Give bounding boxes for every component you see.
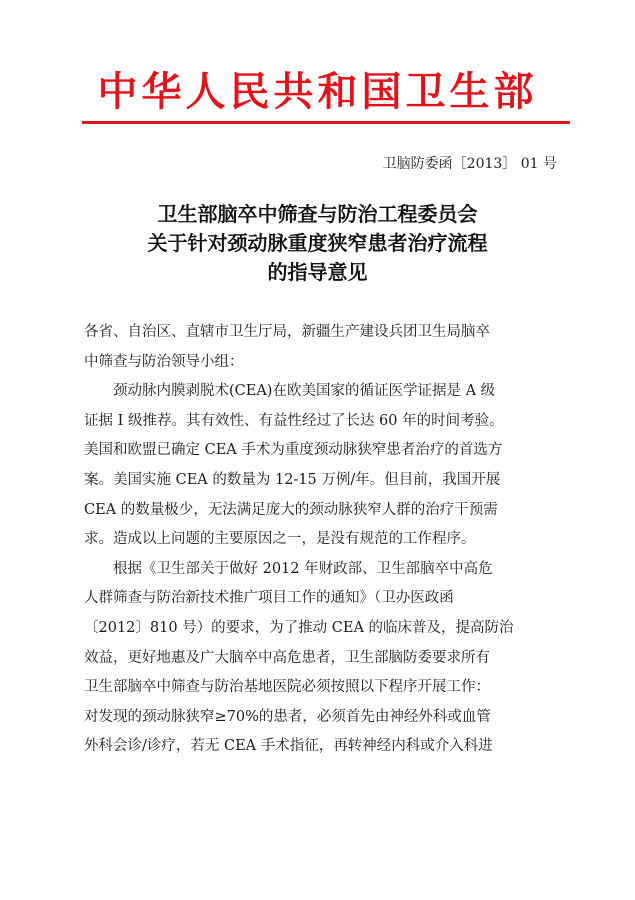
body-line-1: 各省、自治区、直辖市卫生厅局，新疆生产建设兵团卫生局脑卒 — [84, 324, 490, 340]
body-line-14: 对发现的颈动脉狭窄≥70%的患者，必须首先由神经外科或血管 — [84, 708, 491, 725]
title-line-3: 的指导意见 — [267, 260, 368, 284]
title-line-2: 关于针对颈动脉重度狭窄患者治疗流程 — [147, 231, 488, 255]
body-line-5: 美国和欧盟已确定 CEA 手术为重度颈动脉狭窄患者治疗的首选方 — [84, 442, 503, 459]
body-line-11: 〔2012〕810 号）的要求，为了推动 CEA 的临床普及，提高防治 — [84, 619, 514, 636]
document-title — [0, 200, 635, 287]
body-line-6: 案。美国实施 CEA 的数量为 12-15 万例/年。但目前，我国开展 — [84, 471, 501, 488]
body-line-3: 颈动脉内膜剥脱术(CEA)在欧美国家的循证医学证据是 A 级 — [113, 383, 496, 400]
body-line-15: 外科会诊/诊疗，若无 CEA 手术指征，再转神经内科或介入科进 — [84, 738, 493, 755]
body-line-12: 效益，更好地惠及广大脑卒中高危患者，卫生部脑防委要求所有 — [84, 649, 490, 666]
body-line-8: 求。造成以上问题的主要原因之一，是没有规范的工作程序。 — [84, 531, 476, 548]
body-line-13: 卫生部脑卒中筛查与防治基地医院必须按照以下程序开展工作： — [84, 679, 490, 696]
masthead-title: 中华人民共和国卫生部 — [97, 69, 538, 115]
body-line-9: 根据《卫生部关于做好 2012 年财政部、卫生部脑卒中高危 — [113, 560, 493, 577]
document-body — [84, 318, 562, 762]
body-line-10: 人群筛查与防治新技术推广项目工作的通知》（卫办医政函 — [84, 590, 454, 607]
body-line-7: CEA 的数量极少，无法满足庞大的颈动脉狭窄人群的治疗干预需 — [84, 501, 498, 518]
document-number: 卫脑防委函［2013］ 01 号 — [382, 156, 557, 172]
masthead-red-rule — [82, 121, 570, 124]
body-line-2: 中筛查与防治领导小组： — [84, 353, 244, 370]
title-line-1: 卫生部脑卒中筛查与防治工程委员会 — [157, 202, 478, 226]
body-line-4: 证据 I 级推荐。其有效性、有益性经过了长达 60 年的时间考验。 — [84, 412, 504, 429]
